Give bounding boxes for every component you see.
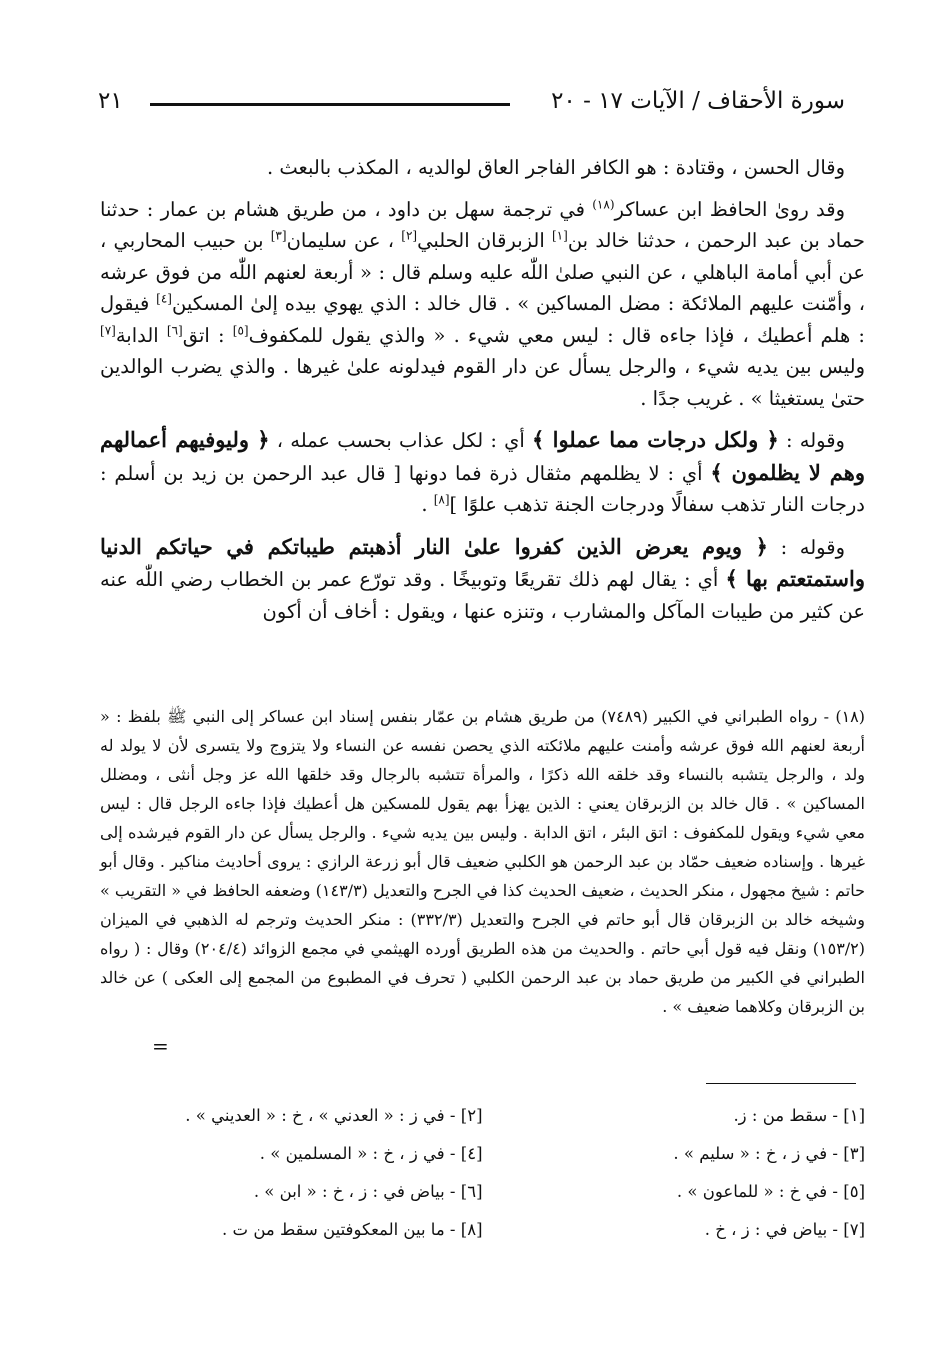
- variant-note: [١] - سقط من : ز.: [733, 1106, 865, 1125]
- header-rule: [150, 103, 510, 106]
- variant-note: [٧] - بياض في : ز ، خ .: [704, 1220, 865, 1239]
- paragraph-1: وقال الحسن ، وقتادة : هو الكافر الفاجر العاق لوالديه ، المكذب بالبعث .: [267, 156, 845, 179]
- variant-ref: [٢]: [401, 228, 418, 243]
- variant-ref: [٨]: [433, 492, 450, 507]
- variant-note: [٤] - في ز ، خ : « المسلمين » .: [259, 1144, 483, 1163]
- variant-note: [٣] - في ز ، خ : « سليم » .: [673, 1144, 865, 1163]
- variant-ref: [١]: [551, 228, 568, 243]
- page-header-title: سورة الأحقاف / الآيات ١٧ - ٢٠: [551, 88, 845, 114]
- footnote-ref: (١٨): [592, 197, 615, 211]
- page-number: ٢١: [98, 88, 123, 114]
- footnote-divider: [706, 1083, 856, 1084]
- variant-ref: [٥]: [232, 323, 249, 337]
- paragraph-3: وقوله : ﴿ ولكل درجات مما عملوا ﴾ أي : لكل عذاب بحسب عمله ، ﴿ وليوفيهم أعمالهم وهم لا يظلمون ﴾ أي : لا يظلمهم مثقال ذرة فما دونها [ قال عبد الرحمن بن زيد بن أسلم : درجات النار تذهب سفالًا ودرجات الجنة تذهب علوًا ][٨] .: [100, 427, 865, 516]
- paragraph-4: وقوله : ﴿ ويوم يعرض الذين كفروا علىٰ النار أذهبتم طيباتكم في حياتكم الدنيا واستمتعتم بها ﴾ أي : يقال لهم ذلك تقريعًا وتوبيخًا . وقد تورّع عمر بن الخطاب رضي اللّٰه عنه عن كثير من طيبات المآكل والمشارب ، وتنزه عنها ، ويقول : أخاف أن أكون: [100, 533, 865, 623]
- variant-note: [٥] - في خ : « للماعون » .: [676, 1182, 865, 1201]
- variant-note: [٢] - في ز : « العدني » ، خ : « العديني » .: [185, 1106, 483, 1125]
- footnote-18: [100, 702, 865, 1021]
- variant-ref: [٤]: [156, 291, 172, 306]
- variant-note: [٨] - ما بين المعكوفتين سقط من ت .: [222, 1220, 483, 1239]
- quran-verse: ﴿ ويوم يعرض الذين كفروا علىٰ النار أذهبتم طيباتكم في حياتكم الدنيا واستمتعتم بها ﴾: [100, 533, 865, 591]
- variant-ref: [٧]: [100, 323, 116, 337]
- quran-verse: ﴿ وليوفيهم أعمالهم وهم لا يظلمون ﴾: [100, 427, 865, 485]
- quran-verse: ﴿ ولكل درجات مما عملوا ﴾: [532, 427, 779, 452]
- main-text: [100, 152, 865, 627]
- footnote-text: (١٨) - رواه الطبراني في الكبير (٧٤٨٩) من طريق هشام بن عمّار بنفس إسناد ابن عساكر إلى النبي ﷺ بلفظ : « أربعة لعنهم الله فوق عرشه وأمنت عليهم ملائكته الذي يحصن نفسه عن النساء ولا يتزوج ولا يتسرى لأن لا يولد له ولد ، والرجل يتشبه بالنساء وقد خلقه الله ذكرًا ، والمرأة تتشبه بالرجال وقد خلقها الله عز وجل أنثى ، ومضلل المساكين » . قال خالد بن الزبرقان يعني : الذين يهزأ بهم يقول للمسكين هل أعطيك فإذا جاءه الرجل قال : ليس معي شيء ويقول للمكفوف : اتق البئر ، اتق الدابة . وليس بين يديه شيء . والرجل يسأل عن دار القوم فيرشده إلى غيرها . وإسناده ضعيف حمّاد بن عبد الرحمن هو الكلبي ضعيف قال أبو زرعة الرازي : يروى أحاديث مناكير . وقال أبو حاتم : شيخ مجهول ، منكر الحديث ، ضعيف الحديث كذا في الجرح والتعديل (١٤٣/٣) وضعفه الحافظ في « التقريب » وشيخه خالد بن الزبرقان قال أبو حاتم في الجرح والتعديل (٣٣٢/٣) : منكر الحديث وترجم له الذهبي في الميزان (١٥٣/٢) ونقل فيه قول أبي حاتم . والحديث من هذه الطريق أورده الهيثمي في مجمع الزوائد (٢٠٤/٤) وقال : ( رواه الطبراني في الكبير من طريق حماد بن عبد الرحمن الكلبي ( تحرف في المطبوع من المجمع إلى العكى ) عن خالد بن الزبرقان وكلاهما ضعيف » .: [100, 707, 866, 1016]
- continuation-mark: =: [152, 1034, 169, 1058]
- variant-notes: [100, 1097, 865, 1249]
- variant-ref: [٣]: [270, 228, 287, 243]
- variant-note: [٦] - بياض في : ز ، خ : « ابن » .: [253, 1182, 483, 1201]
- paragraph-2: وقد روىٰ الحافظ ابن عساكر$^{(١٨)}$ في ترجمة سهل بن داود ، من طريق هشام بن عمار : حدثنا حماد بن عبد الرحمن ، حدثنا خالد بن[١] الزبرقان الحلبي[٢] ، عن سليمان[٣] بن حبيب المحاربي ، عن أبي أمامة الباهلي ، عن النبي صلىٰ اللّٰه عليه وسلم قال : « أربعة لعنهم اللّٰه من فوق عرشه ، وأمّنت عليهم الملائكة : مضل المساكين » . قال خالد : الذي يهوي بيده إلىٰ المسكين[٤] فيقول : هلم أعطيك ، فإذا جاءه قال : ليس معي شيء . « والذي يقول للمكفوف[٥] : اتق[٦] الدابة[٧] وليس بين يديه شيء ، والرجل يسأل عن دار القوم فيدلونه علىٰ غيرها . والذي يضرب الوالدين حتىٰ يستغيثا » . غريب جدًا .: [100, 197, 865, 410]
- variant-ref: [٦]: [166, 323, 183, 337]
